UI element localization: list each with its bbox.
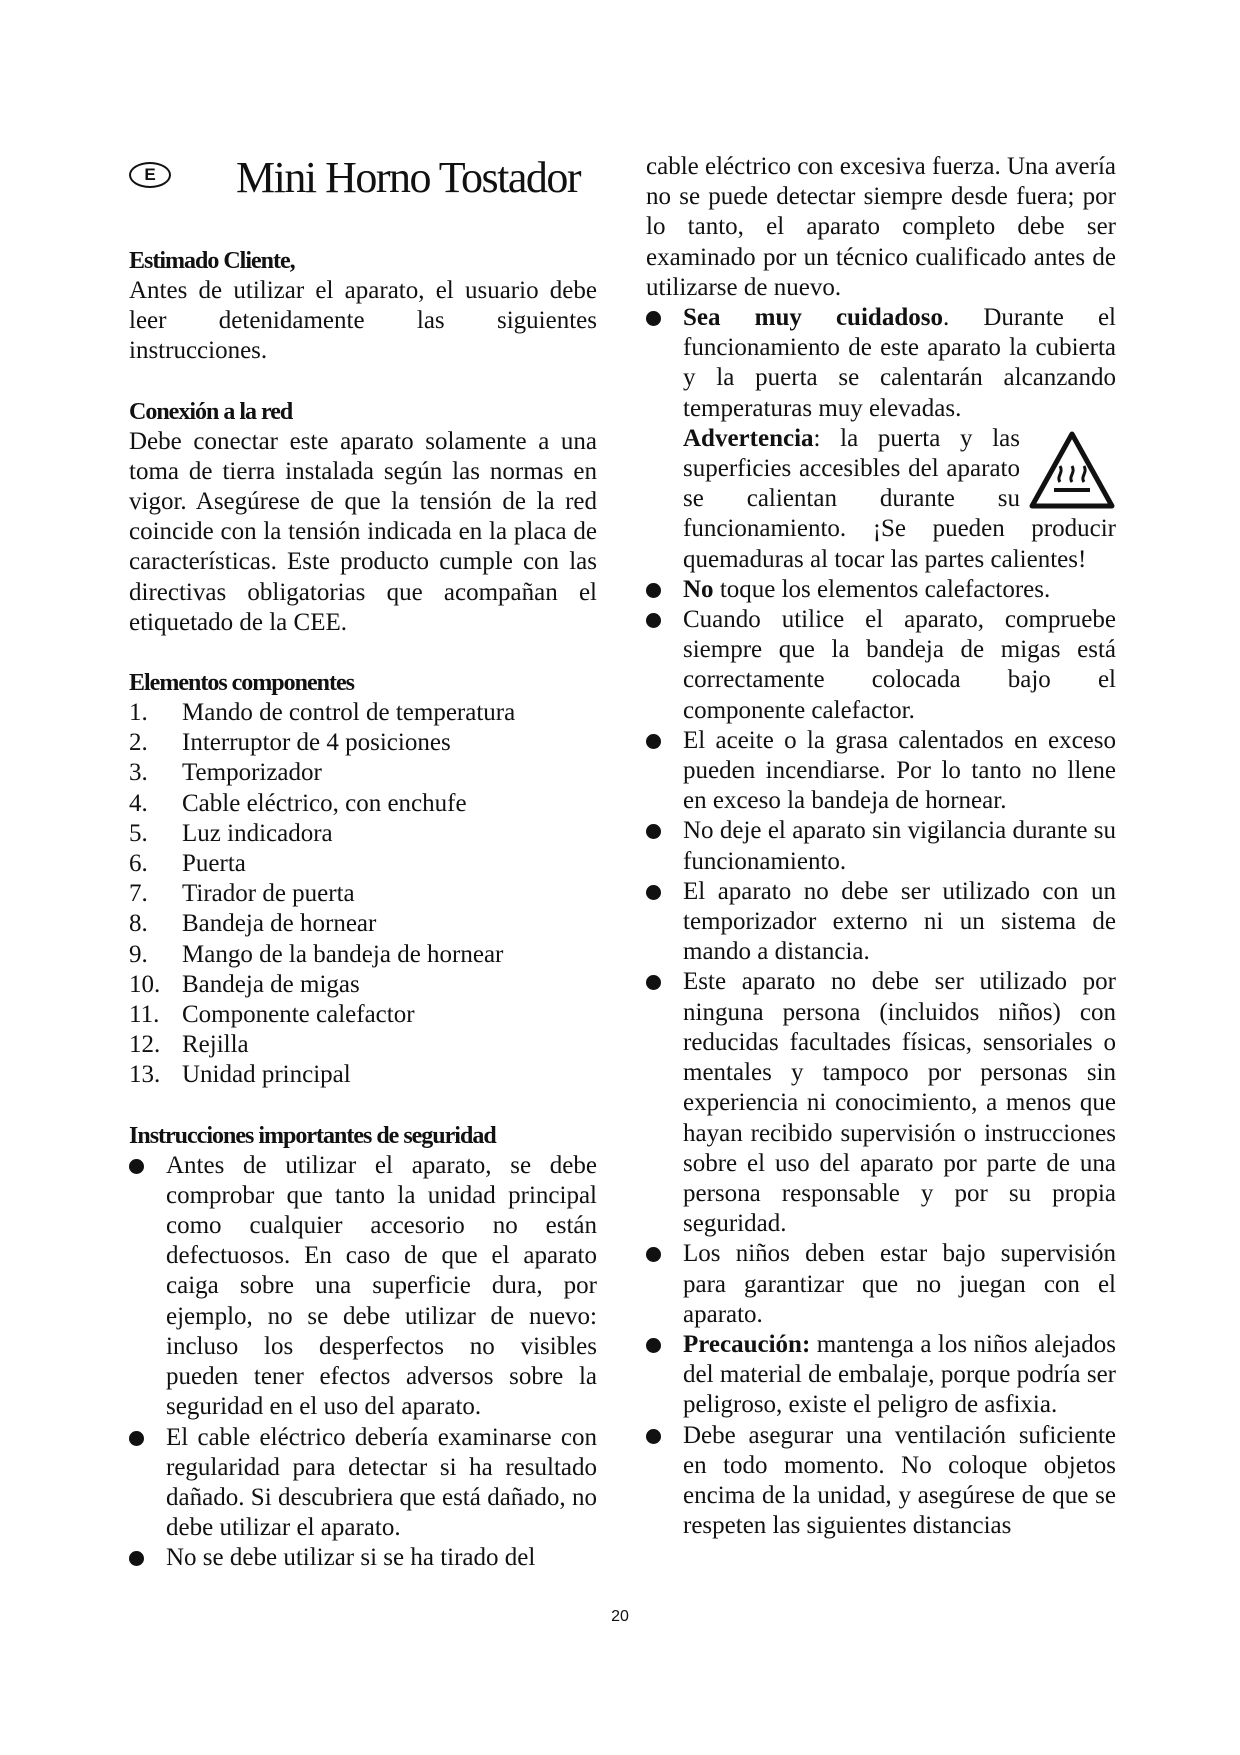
list-item — [129, 698, 597, 728]
list-item — [129, 819, 597, 849]
bullet-item: Antes de utilizar el aparato, se debe comprobar que tanto la unidad principal como cualquier accesorio no están defectuosos. En caso de que el aparato caiga sobre una superficie dura, por ejemplo, no se debe utilizar de nuevo: incluso los desperfectos no visibles pueden tener efectos adversos sobre la seguridad en el uso del aparato. — [129, 1151, 597, 1423]
warning-bold: Advertencia — [683, 424, 814, 452]
bullet-item: No se debe utilizar si se ha tirado del — [129, 1543, 597, 1573]
warning-block — [683, 424, 1116, 575]
item-number: 9. — [129, 940, 148, 968]
item-number: 10. — [129, 970, 161, 998]
bullet-item-no-touch — [646, 575, 1116, 605]
item-number: 3. — [129, 759, 148, 787]
item-label: Bandeja de migas — [182, 970, 360, 998]
item-label: Mango de la bandeja de hornear — [182, 940, 504, 968]
bullet-item: El aceite o la grasa calentados en exceso pueden incendiarse. Por lo tanto no llene en exceso la bandeja de hornear. — [646, 726, 1116, 817]
item-label: Rejilla — [182, 1031, 249, 1059]
list-item — [129, 1000, 597, 1030]
no-touch-text: toque los elementos calefactores. — [713, 575, 1051, 603]
item-label: Temporizador — [182, 759, 322, 787]
left-column — [129, 150, 597, 1574]
components-heading: Elementos componentes — [129, 670, 354, 697]
bullet-item-caution — [646, 1330, 1116, 1421]
components-list — [129, 698, 597, 1091]
item-number: 5. — [129, 819, 148, 847]
list-item — [129, 728, 597, 758]
connection-heading: Conexión a la red — [129, 398, 293, 425]
item-number: 8. — [129, 910, 148, 938]
list-item — [129, 940, 597, 970]
item-label: Tirador de puerta — [182, 880, 355, 908]
caution-bold: Precaución: — [683, 1330, 811, 1358]
bullet-item: El aparato no debe ser utilizado con un temporizador externo ni un sistema de mando a distancia. — [646, 877, 1116, 968]
safety-heading: Instrucciones importantes de seguridad — [129, 1122, 496, 1149]
bullet-item: Debe asegurar una ventilación suficiente en todo momento. No coloque objetos encima de la unidad, y asegúrese de que se respeten las siguientes distancias — [646, 1421, 1116, 1542]
careful-bold: Sea muy cuidadoso — [683, 304, 943, 332]
item-label: Mando de control de temperatura — [182, 699, 516, 727]
item-number: 2. — [129, 729, 148, 757]
item-number: 1. — [129, 699, 148, 727]
greeting-heading: Estimado Cliente, — [129, 248, 295, 274]
item-number: 12. — [129, 1031, 161, 1059]
page-title: Mini Horno Tostador — [236, 153, 581, 202]
page-number: 20 — [611, 1608, 629, 1625]
list-item — [129, 1060, 597, 1090]
item-number: 4. — [129, 789, 148, 817]
bullet-item: No deje el aparato sin vigilancia durante su funcionamiento. — [646, 816, 1116, 876]
list-item — [129, 849, 597, 879]
bullet-item: El cable eléctrico debería examinarse con regularidad para detectar si ha resultado dañado. Si descubriera que está dañado, no debe utilizar el aparato. — [129, 1423, 597, 1544]
item-number: 7. — [129, 880, 148, 908]
item-label: Interruptor de 4 posiciones — [182, 729, 451, 757]
warning-text: : la puerta y las superficies accesibles del aparato se calientan durante su funcionamiento. ¡Se pueden producir quemaduras al tocar las partes calientes! — [683, 424, 1116, 573]
connection-text: Debe conectar este aparato solamente a una toma de tierra instalada según las normas en vigor. Asegúrese de que la tensión de la red coincide con la tensión indicada en la placa de características. Este producto cumple con las directivas obligatorias que acompañan el etiquetado de la CEE. — [129, 427, 597, 636]
intro-text: Antes de utilizar el aparato, el usuario debe leer detenidamente las siguientes instrucciones. — [129, 277, 597, 365]
bullet-item: Este aparato no debe ser utilizado por ninguna persona (incluidos niños) con reducidas facultades físicas, sensoriales o mentales y tampoco por personas sin experiencia ni conocimiento, a menos que hayan recibido supervisión o instrucciones sobre el uso del aparato por parte de una persona responsable y por su propia seguridad. — [646, 967, 1116, 1239]
item-label: Cable eléctrico, con enchufe — [182, 789, 467, 817]
list-item — [129, 1030, 597, 1060]
careful-text: . Durante el funcionamiento de este aparato la cubierta y la puerta se calentarán alcanzando temperaturas muy elevadas. — [683, 304, 1116, 422]
hot-surface-warning-icon — [1028, 430, 1116, 510]
list-item — [129, 909, 597, 939]
bullet-item-careful — [646, 303, 1116, 575]
bullet-continuation: cable eléctrico con excesiva fuerza. Una avería no se puede detectar siempre desde fuera; por lo tanto, el aparato completo debe ser examinado por un técnico cualificado antes de utilizarse de nuevo. — [646, 153, 1116, 301]
item-label: Componente calefactor — [182, 1001, 415, 1029]
list-item — [129, 970, 597, 1000]
bullet-item: Cuando utilice el aparato, compruebe siempre que la bandeja de migas está correctamente colocada bajo el componente calefactor. — [646, 605, 1116, 726]
item-label: Luz indicadora — [182, 819, 333, 847]
item-number: 13. — [129, 1061, 161, 1089]
safety-list-left — [129, 1151, 597, 1574]
item-label: Bandeja de hornear — [182, 910, 377, 938]
list-item — [129, 879, 597, 909]
right-column — [646, 152, 1116, 1541]
item-number: 11. — [129, 1001, 160, 1029]
item-label: Puerta — [182, 850, 246, 878]
list-item — [129, 758, 597, 788]
no-touch-bold: No — [683, 575, 714, 603]
item-label: Unidad principal — [182, 1061, 351, 1089]
item-number: 6. — [129, 850, 148, 878]
bullet-item: Los niños deben estar bajo supervisión para garantizar que no juegan con el aparato. — [646, 1239, 1116, 1330]
safety-list-right — [646, 152, 1116, 1541]
caution-text: mantenga a los niños alejados del material de embalaje, porque podría ser peligroso, existe el peligro de asfixia. — [683, 1330, 1116, 1419]
language-badge: E — [129, 162, 171, 188]
list-item — [129, 789, 597, 819]
